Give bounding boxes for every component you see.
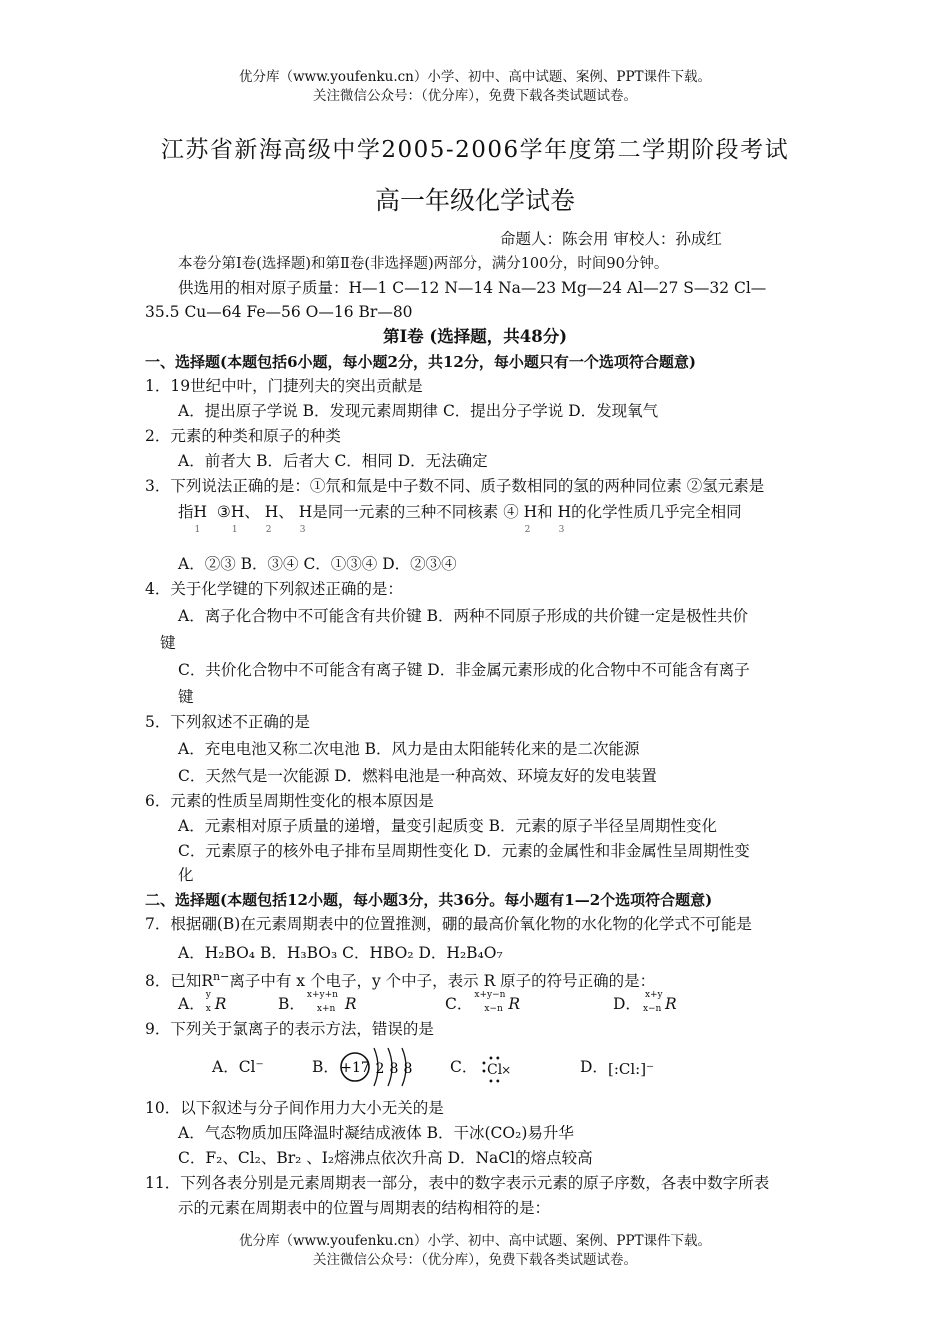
q2-options: A．前者大 B．后者大 C．相同 D．无法确定 xyxy=(178,452,488,470)
q9-option-c-electron-dot: •• • • Cl × •• xyxy=(481,1060,508,1080)
q6-stem: 6．元素的性质呈周期性变化的根本原因是 xyxy=(145,792,434,810)
q9-option-c-label: C． xyxy=(450,1058,478,1076)
q6-option-ab: A．元素相对原子质量的递增，量变引起质变 B．元素的原子半径呈周期性变化 xyxy=(178,817,718,835)
section2-heading: 二、选择题(本题包括12小题，每小题3分，共36分。每小题有1—2个选项符合题意) xyxy=(145,891,713,909)
q8-stem: 8．已知$R^{n-}$离子中有 x 个电子，y 个中子，表示 R 原子的符号正确的是： xyxy=(145,970,656,991)
footer-line-2: 关注微信公众号：（优分库），免费下载各类试题试卷。 xyxy=(313,1252,637,1268)
atomic-mass-line-2: 35.5 Cu—64 Fe—56 O—16 Br—80 xyxy=(145,303,413,321)
q8-option-b: B． x+y+n x+n R xyxy=(278,990,357,1014)
q4-option-cd-cont: 键 xyxy=(178,688,194,706)
q4-option-ab-cont: 键 xyxy=(160,634,176,652)
q3-stem: 3．下列说法正确的是：①氘和氚是中子数不同、质子数相同的氢的两种同位素 ②氢元素是 xyxy=(145,477,765,495)
footer-line-1: 优分库（www.youfenku.cn）小学、初中、高中试题、案例、PPT课件下载。 xyxy=(238,1233,712,1249)
q3-zhi: 指 xyxy=(178,503,194,521)
intro-text: 本卷分第Ⅰ卷(选择题)和第Ⅱ卷(非选择题)两部分，满分100分，时间90分钟。 xyxy=(178,256,669,272)
cross-right: × xyxy=(501,1063,512,1077)
nucleus-charge: +17 xyxy=(340,1060,370,1076)
q3-options: A．②③ B．③④ C．①③④ D．②③④ xyxy=(178,555,457,573)
q8-option-c: C． x+y−n x−n R xyxy=(445,990,521,1014)
q10-option-cd: C．F₂、Cl₂、Br₂ 、I₂熔沸点依次升高 D．NaCl的熔点较高 xyxy=(178,1149,593,1167)
chloride-ion-structure-diagram xyxy=(338,1042,418,1092)
q7-stem: 7．根据硼(B)在元素周期表中的位置推测，硼的最高价氧化物的水化物的化学式不可能是 xyxy=(145,915,752,933)
q4-option-cd: C．共价化合物中不可能含有离子键 D．非金属元素形成的化合物中不可能含有离子 xyxy=(178,661,750,679)
q1-stem: 1．19世纪中叶，门捷列夫的突出贡献是 xyxy=(145,377,423,395)
paper-subtitle: 高一年级化学试卷 xyxy=(374,186,575,215)
q9-stem: 9．下列关于氯离子的表示方法，错误的是 xyxy=(145,1020,434,1038)
q11-stem: 11．下列各表分别是元素周期表一部分，表中的数字表示元素的原子序数，各表中数字所表 xyxy=(145,1174,770,1192)
q3-isotope-line: 指H 1 ③H、 1 H、 2 H是同一元素的三种不同核素 ④ 3 H和 2 H的化学性质几乎完全相同 3 xyxy=(178,503,742,535)
q9-option-d-label: D． xyxy=(580,1058,608,1076)
q9-option-d-formula: [:Cl:]⁻ xyxy=(608,1060,655,1078)
q5-option-ab: A．充电电池又称二次电池 B．风力是由太阳能转化来的是二次能源 xyxy=(178,740,640,758)
atomic-mass-line-1: 供选用的相对原子质量：H—1 C—12 N—14 Na—23 Mg—24 Al—27 S—32 Cl— xyxy=(178,279,767,297)
shell-2-electrons: 8 xyxy=(389,1061,399,1077)
isotope-2h-b: H和 2 xyxy=(523,503,553,535)
isotope-1h-a: H 1 xyxy=(193,503,208,535)
authors: 命题人：陈会用 审校人：孙成红 xyxy=(500,230,722,248)
q7-options: A．H₂BO₄ B．H₃BO₃ C．HBO₂ D．H₂B₄O₇ xyxy=(178,944,503,962)
dots-bottom: •• xyxy=(488,1077,502,1088)
isotope-2h: H、 2 xyxy=(264,503,294,535)
q9-option-b-label: B． xyxy=(312,1058,339,1076)
isotope-3h: H是同一元素的三种不同核素 ④ 3 xyxy=(298,503,519,535)
q4-option-ab: A．离子化合物中不可能含有共价键 B．两种不同原子形成的共价键一定是极性共价 xyxy=(178,607,749,625)
part1-title: 第Ⅰ卷 (选择题，共48分) xyxy=(382,327,568,346)
q2-stem: 2．元素的种类和原子的种类 xyxy=(145,427,341,445)
q1-options: A．提出原子学说 B．发现元素周期律 C．提出分子学说 D．发现氧气 xyxy=(178,402,659,420)
dots-top: •• xyxy=(488,1054,502,1065)
q6-option-cd: C．元素原子的核外电子排布呈周期性变化 D．元素的金属性和非金属性呈周期性变 xyxy=(178,842,750,860)
shell-1-electrons: 2 xyxy=(375,1061,385,1077)
section1-heading: 一、选择题(本题包括6小题，每小题2分，共12分，每小题只有一个选项符合题意) xyxy=(145,353,696,371)
q5-option-cd: C．天然气是一次能源 D．燃料电池是一种高效、环境友好的发电装置 xyxy=(178,767,657,785)
q10-option-ab: A．气态物质加压降温时凝结成液体 B．干冰(CO₂)易升华 xyxy=(178,1124,574,1142)
q4-stem: 4．关于化学键的下列叙述正确的是： xyxy=(145,580,403,598)
q6-option-cd-cont: 化 xyxy=(178,866,194,884)
q8-option-a: A． y x R xyxy=(178,990,227,1014)
q9-option-a: A．Cl⁻ xyxy=(212,1058,264,1076)
dots-left: • • xyxy=(481,1059,487,1078)
q11-stem-cont: 示的元素在周期表中的位置与周期表的结构相符的是： xyxy=(178,1199,551,1217)
shell-3-electrons: 8 xyxy=(403,1061,413,1077)
isotope-1h-b: H、 1 xyxy=(230,503,260,535)
header-line-1: 优分库（www.youfenku.cn）小学、初中、高中试题、案例、PPT课件下载。 xyxy=(238,69,712,85)
isotope-3h-b: H的化学性质几乎完全相同 3 xyxy=(557,503,742,535)
q10-stem: 10．以下叙述与分子间作用力大小无关的是 xyxy=(145,1099,444,1117)
q5-stem: 5．下列叙述不正确的是 xyxy=(145,713,310,731)
q8-option-d: D． x+y x−n R xyxy=(613,990,677,1014)
header-line-2: 关注微信公众号：（优分库），免费下载各类试题试卷。 xyxy=(313,88,637,104)
exam-title: 江苏省新海高级中学2005-2006学年度第二学期阶段考试 xyxy=(160,137,790,163)
q7-emphasis: 不可能 xyxy=(689,915,737,933)
